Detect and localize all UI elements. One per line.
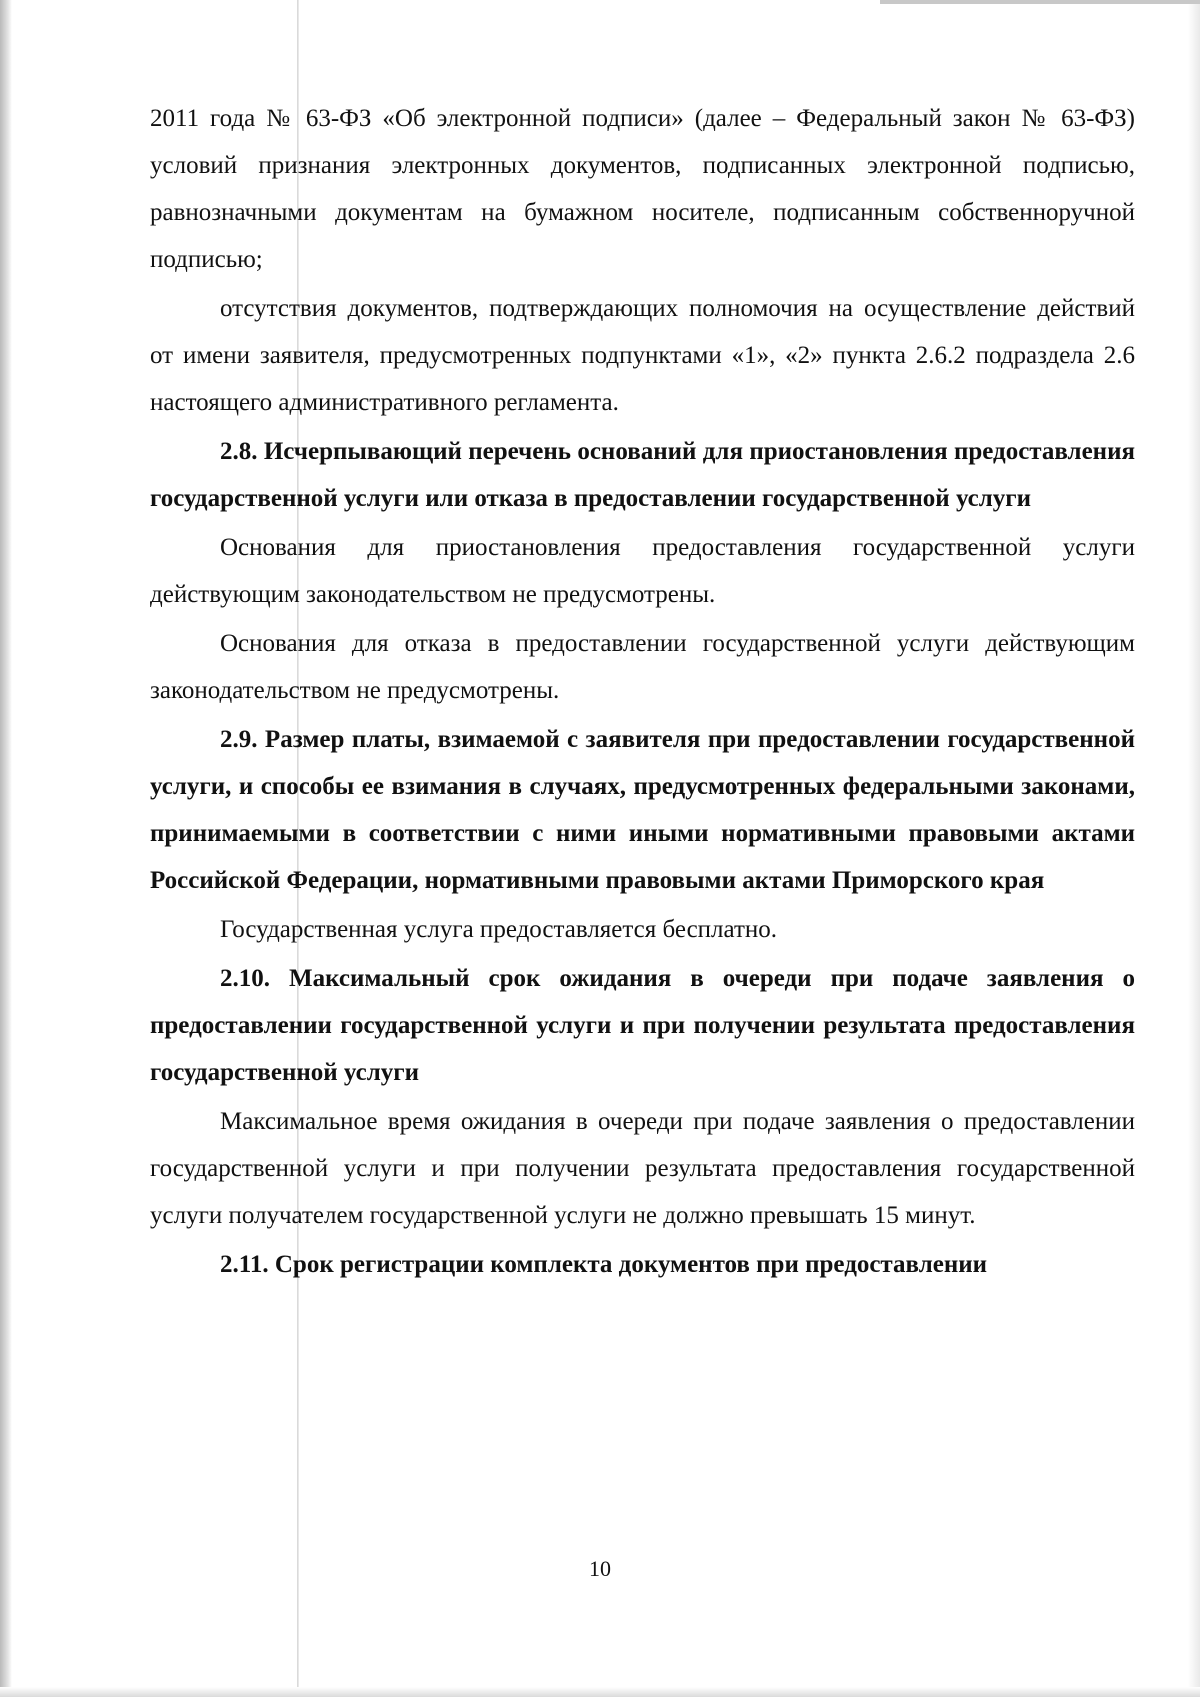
paragraph-max-wait-time: Максимальное время ожидания в очереди при подаче заявления о предоставлении государственной услуги и при получении результата предоставления государственной услуги получателем государственной услуги не должно превышать 15 минут. [150,1108,1135,1229]
scan-left-edge [0,0,12,1697]
paragraph-service-free: Государственная услуга предоставляется бесплатно. [220,916,778,943]
section-heading-2-8: 2.8. Исчерпывающий перечень оснований для приостановления предоставления государственной услуги или отказа в предоставлении государственной услуги [150,438,1135,512]
section-heading-2-11: 2.11. Срок регистрации комплекта документов при предоставлении [220,1251,988,1278]
paragraph-refusal-grounds: Основания для отказа в предоставлении государственной услуги действующим законодательством не предусмотрены. [150,630,1135,704]
paragraph-missing-authority-documents: отсутствия документов, подтверждающих полномочия на осуществление действий от имени заявителя, предусмотренных подпунктами «1», «2» пункта 2.6.2 подраздела 2.6 настоящего административного регламента. [150,295,1135,416]
paragraph-suspension-grounds: Основания для приостановления предоставления государственной услуги действующим законодательством не предусмотрены. [150,534,1135,608]
paragraph-electronic-signature-conditions: 2011 года № 63-ФЗ «Об электронной подписи» (далее – Федеральный закон № 63-ФЗ) условий признания электронных документов, подписанных электронной подписью, равнозначными документам на бумажном носителе, подписанным собственноручной подписью; [150,105,1135,273]
scan-top-edge [880,0,1200,4]
scan-right-edge [1188,0,1200,1697]
page-number: 10 [589,1556,611,1581]
section-heading-2-10: 2.10. Максимальный срок ожидания в очереди при подаче заявления о предоставлении государственной услуги и при получении результата предоставления государственной услуги [150,965,1135,1086]
section-heading-2-9: 2.9. Размер платы, взимаемой с заявителя при предоставлении государственной услуги, и способы ее взимания в случаях, предусмотренных федеральными законами, принимаемыми в соответствии с ними иными нормативными правовыми актами Российской Федерации, нормативными правовыми актами Приморского края [150,726,1135,894]
document-page [150,95,1135,1290]
scan-bottom-edge [0,1687,1200,1697]
